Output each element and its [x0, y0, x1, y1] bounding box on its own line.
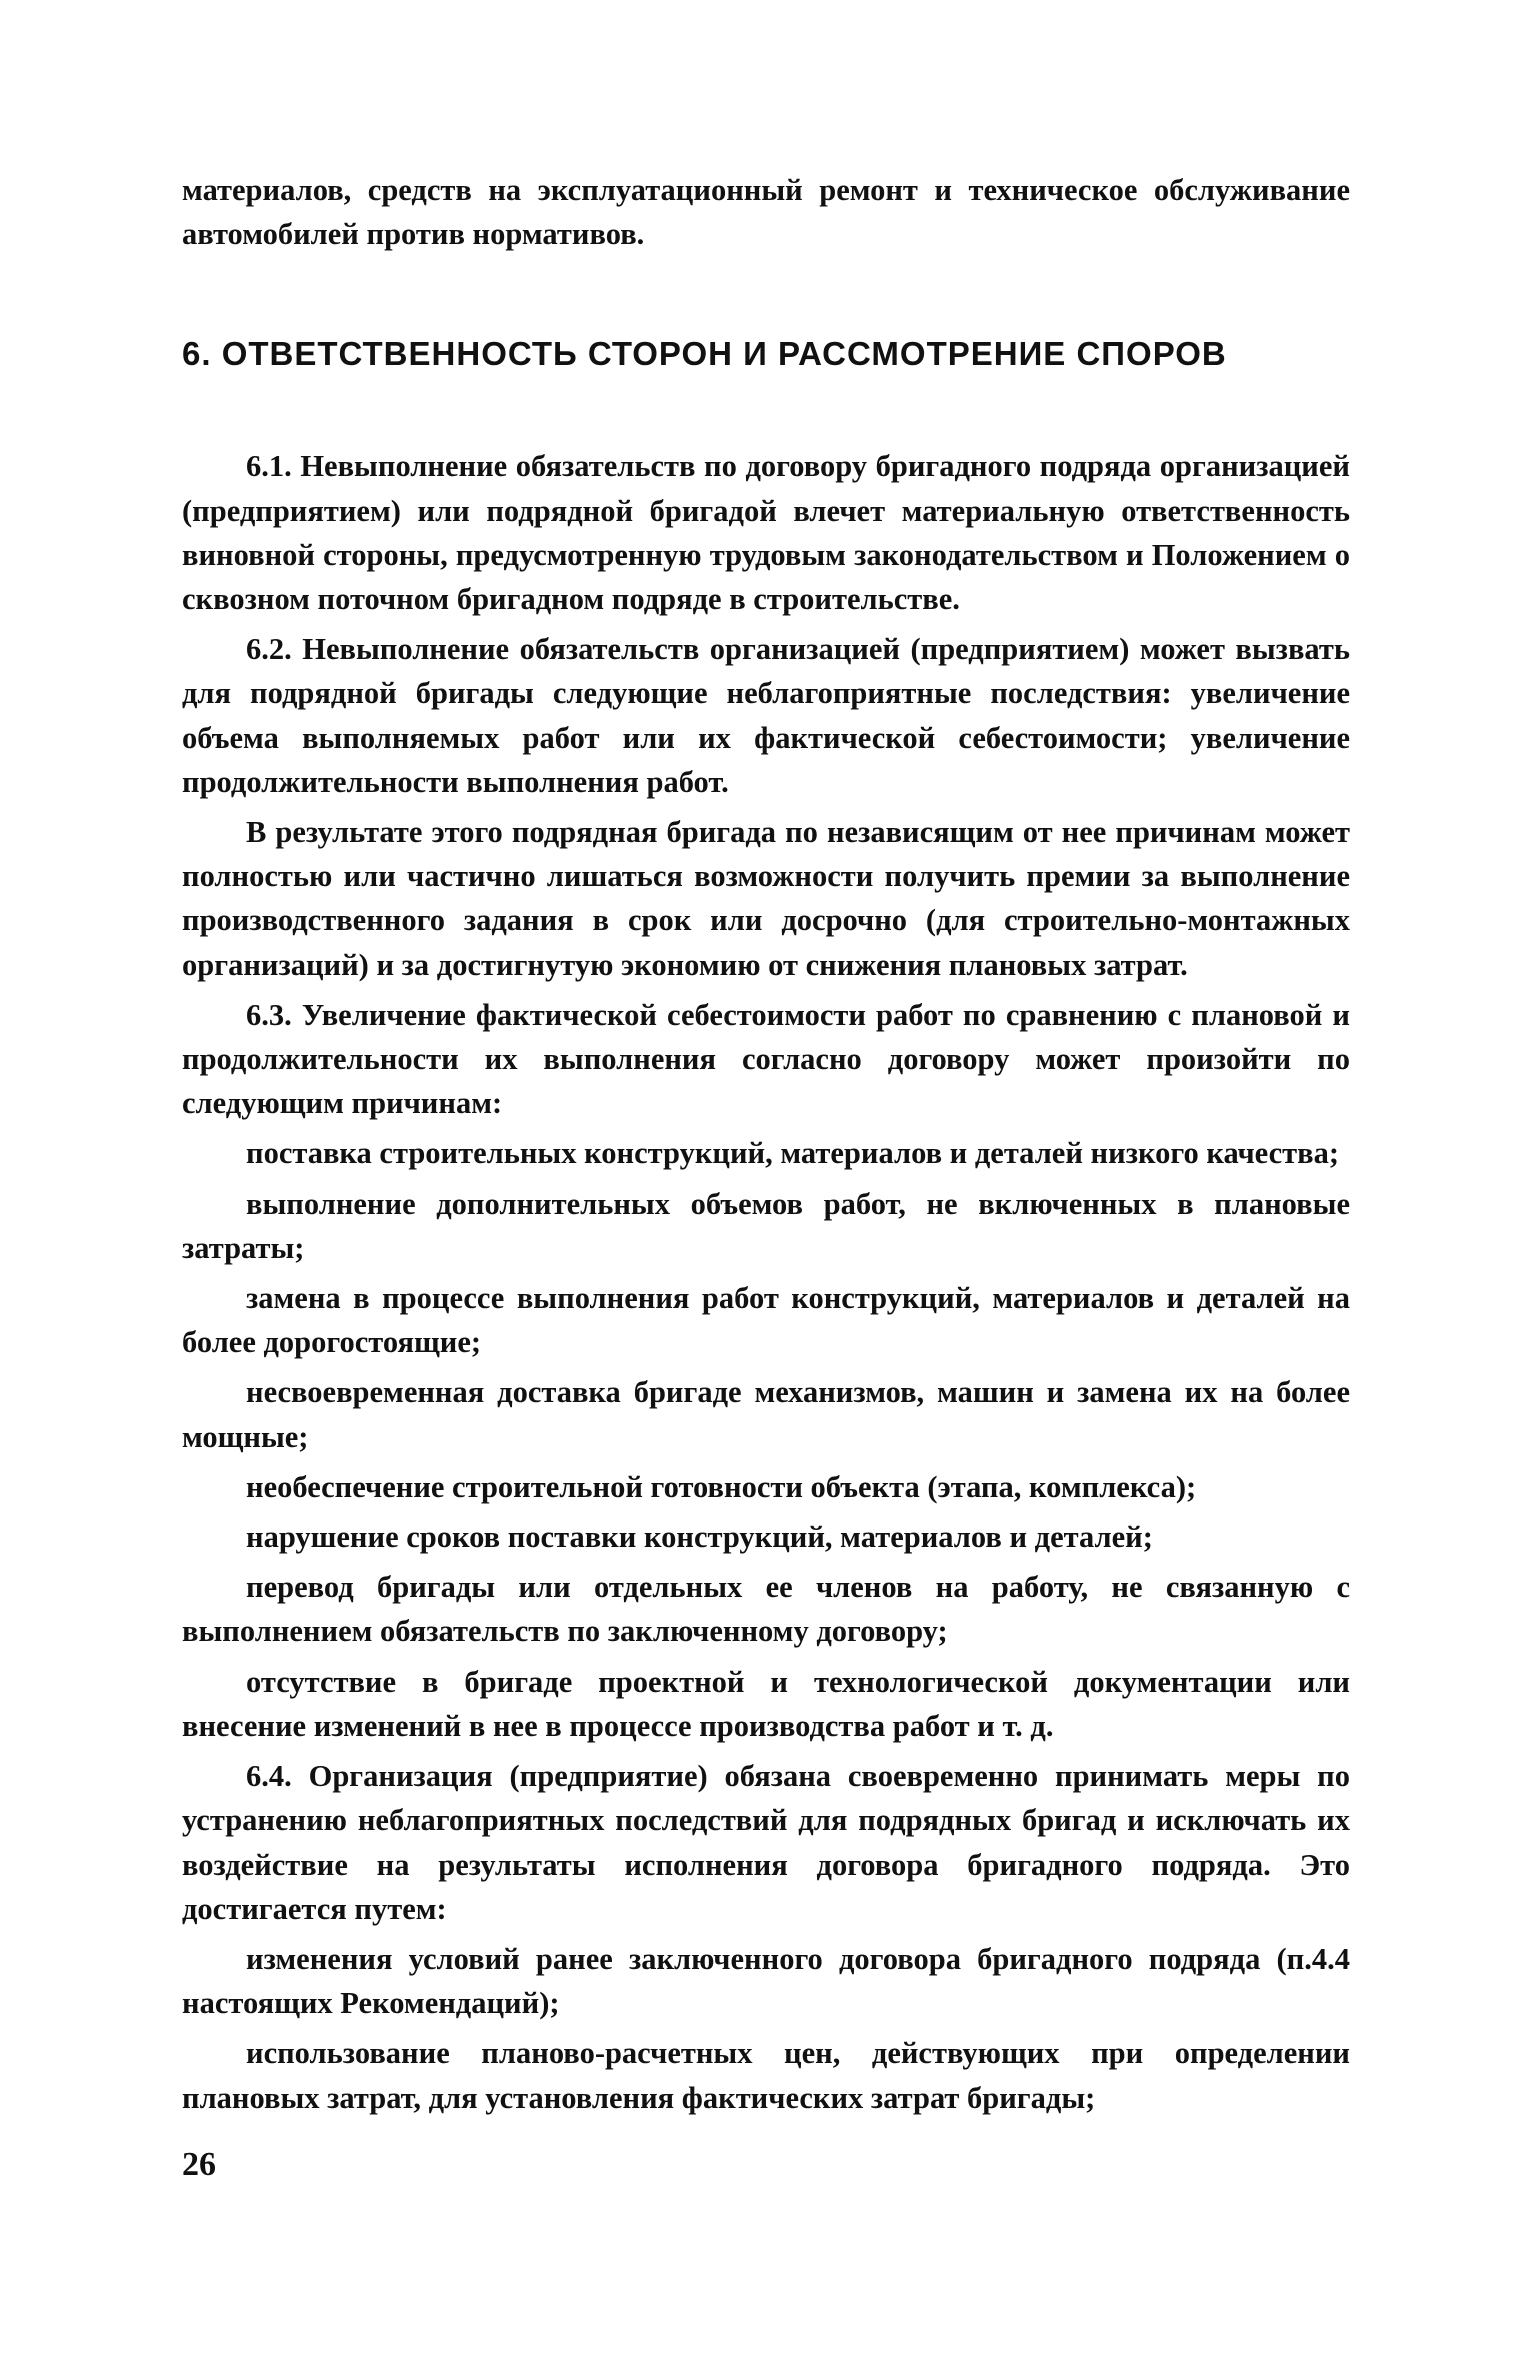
- list-item: выполнение дополнительных объемов работ, не включенных в плановые затраты;: [182, 1186, 1350, 1265]
- list-item: замена в процессе выполнения работ конструкций, материалов и деталей на более дорогостоящие;: [182, 1281, 1350, 1360]
- paragraph-6-4: 6.4. Организация (предприятие) обязана своевременно принимать меры по устранению неблагоприятных последствий для подрядных бригад и исключать их воздействие на результаты исполнения договора бригадного подряда. Это достигается путем:: [182, 1759, 1350, 1926]
- intro-paragraph: материалов, средств на эксплуатационный ремонт и техническое обслуживание автомобилей против нормативов.: [182, 173, 1350, 252]
- list-item: нарушение сроков поставки конструкций, материалов и деталей;: [246, 1520, 1153, 1555]
- paragraph-6-1: 6.1. Невыполнение обязательств по договору бригадного подряда организацией (предприятием) или подрядной бригадой влечет материальную ответственность виновной стороны, предусмотренную трудовым законодательством и Положением о сквозном поточном бригадном подряде в строительстве.: [182, 449, 1350, 617]
- list-item: несвоевременная доставка бригаде механизмов, машин и замена их на более мощные;: [182, 1375, 1350, 1454]
- list-item: использование планово-расчетных цен, действующих при определении плановых затрат, для установления фактических затрат бригады;: [182, 2036, 1350, 2115]
- section-heading: 6. ОТВЕТСТВЕННОСТЬ СТОРОН И РАССМОТРЕНИЕ СПОРОВ: [182, 335, 1227, 373]
- page-number: 26: [182, 2146, 216, 2183]
- list-item: отсутствие в бригаде проектной и технологической документации или внесение изменений в нее в процессе производства работ и т. д.: [182, 1664, 1350, 1743]
- paragraph-6-3: 6.3. Увеличение фактической себестоимости работ по сравнению с плановой и продолжительности их выполнения согласно договору может произойти по следующим причинам:: [182, 997, 1350, 1121]
- list-item: изменения условий ранее заключенного договора бригадного подряда (п.4.4 настоящих Рекомендаций);: [182, 1941, 1350, 2021]
- document-page: [182, 168, 1350, 2126]
- paragraph-6-2: 6.2. Невыполнение обязательств организацией (предприятием) может вызвать для подрядной бригады следующие неблагоприятные последствия: увеличение объема выполняемых работ или их фактической себестоимости; увеличение продолжительности выполнения работ.: [182, 632, 1350, 799]
- list-item: необеспечение строительной готовности объекта (этапа, комплекса);: [246, 1469, 1197, 1504]
- paragraph-consequence: В результате этого подрядная бригада по независящим от нее причинам может полностью или частично лишаться возможности получить премии за выполнение производственного задания в срок или досрочно (для строительно-монтажных организаций) и за достигнутую экономию от снижения плановых затрат.: [182, 815, 1350, 982]
- list-item: поставка строительных конструкций, материалов и деталей низкого качества;: [246, 1136, 1339, 1171]
- list-item: перевод бригады или отдельных ее членов на работу, не связанную с выполнением обязательств по заключенному договору;: [182, 1570, 1350, 1649]
